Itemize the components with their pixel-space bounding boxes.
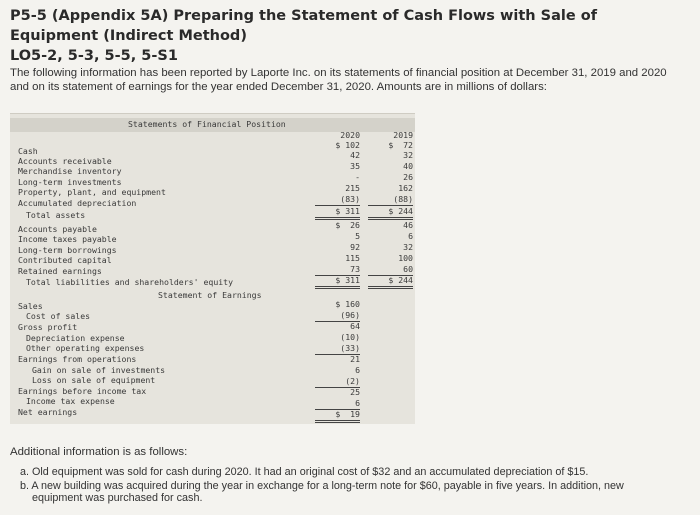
intro-line-1: The following information has been reported by Laporte Inc. on its statements of financial position at December 31, 2019 and 2020 <box>10 67 667 79</box>
row-label: Sales <box>18 301 43 311</box>
additional-item-b-line-1: b. A new building was acquired during the year in exchange for a long-term note for $60, payable in five years. In addition, new <box>20 480 624 492</box>
row-label: Contributed capital <box>18 255 112 265</box>
column-2020-header: 2020 <box>340 130 360 140</box>
title-line-1: P5-5 (Appendix 5A) Preparing the Statement of Cash Flows with Sale of Equipment (Indirect Method) <box>10 8 598 44</box>
row-label: Gain on sale of investments <box>32 365 166 375</box>
row-label: Cash <box>18 146 38 156</box>
value-2020: 215 <box>345 183 360 193</box>
value-2019: 40 <box>403 161 413 171</box>
row-label: Depreciation expense <box>26 333 125 343</box>
value-2020: (83) <box>315 194 360 206</box>
total-assets-2020: $ 311 <box>315 206 360 220</box>
additional-info-heading: Additional information is as follows: <box>10 446 188 458</box>
value-2019: 46 <box>403 220 413 230</box>
row-label: Property, plant, and equipment <box>18 187 166 197</box>
value-2020: $ 102 <box>335 140 360 150</box>
earnings-value: 21 <box>350 354 360 364</box>
value-2020: - <box>355 172 360 182</box>
value-2020: 5 <box>355 231 360 241</box>
value-2020: 73 <box>315 264 360 276</box>
value-2019: 60 <box>368 264 413 276</box>
value-2020: 35 <box>350 161 360 171</box>
value-2020: 42 <box>350 150 360 160</box>
earnings-value: $ 160 <box>335 299 360 309</box>
row-label: Accounts payable <box>18 224 97 234</box>
earnings-value: (2) <box>315 376 360 388</box>
earnings-value: (33) <box>315 343 360 355</box>
title-line-2: LO5-2, 5-3, 5-5, 5-S1 <box>10 48 178 64</box>
total-assets-2019: $ 244 <box>368 206 413 220</box>
row-label: Accumulated depreciation <box>18 198 137 208</box>
row-label: Earnings before income tax <box>18 386 147 396</box>
earnings-value: (96) <box>315 310 360 322</box>
value-2019: 162 <box>398 183 413 193</box>
value-2019: 6 <box>408 231 413 241</box>
row-label: Accounts receivable <box>18 156 112 166</box>
earnings-value: 25 <box>350 387 360 397</box>
value-2019: 100 <box>398 253 413 263</box>
total-liabilities-equity-label: Total liabilities and shareholders' equity <box>26 277 234 287</box>
financial-position-heading: Statements of Financial Position <box>128 119 286 129</box>
value-2019: 26 <box>403 172 413 182</box>
total-liabilities-equity-2020: $ 311 <box>315 275 360 289</box>
row-label: Income taxes payable <box>18 234 117 244</box>
intro-text <box>10 66 690 94</box>
total-assets-label: Total assets <box>26 210 86 220</box>
row-label: Merchandise inventory <box>18 166 122 176</box>
value-2019: $ 72 <box>388 140 413 150</box>
row-label: Retained earnings <box>18 266 102 276</box>
total-liabilities-equity-2019: $ 244 <box>368 275 413 289</box>
net-earnings-label: Net earnings <box>18 407 78 417</box>
problem-title <box>10 6 690 66</box>
additional-item-b-line-2: equipment was purchased for cash. <box>32 492 203 504</box>
row-label: Gross profit <box>18 322 78 332</box>
row-label: Loss on sale of equipment <box>32 375 156 385</box>
earnings-value: 6 <box>315 398 360 410</box>
earnings-value: 64 <box>350 321 360 331</box>
net-earnings-value: $ 19 <box>315 409 360 423</box>
value-2020: 92 <box>350 242 360 252</box>
value-2019: 32 <box>403 242 413 252</box>
row-label: Long-term borrowings <box>18 245 117 255</box>
row-label: Other operating expenses <box>26 343 145 353</box>
financial-statements-image <box>10 113 415 424</box>
row-label: Long-term investments <box>18 177 122 187</box>
additional-item-a: a. Old equipment was sold for cash during 2020. It had an original cost of $32 and an accumulated depreciation of $15. <box>20 466 589 478</box>
earnings-heading: Statement of Earnings <box>158 290 262 300</box>
row-label: Earnings from operations <box>18 354 137 364</box>
value-2019: (88) <box>368 194 413 206</box>
row-label: Income tax expense <box>26 396 115 406</box>
value-2019: 32 <box>403 150 413 160</box>
value-2020: $ 26 <box>335 220 360 230</box>
intro-line-2: and on its statement of earnings for the year ended December 31, 2020. Amounts are in millions of dollars: <box>10 81 547 93</box>
earnings-value: 6 <box>355 365 360 375</box>
row-label: Cost of sales <box>26 311 91 321</box>
column-2019-header: 2019 <box>393 130 413 140</box>
earnings-value: (10) <box>340 332 360 342</box>
value-2020: 115 <box>345 253 360 263</box>
